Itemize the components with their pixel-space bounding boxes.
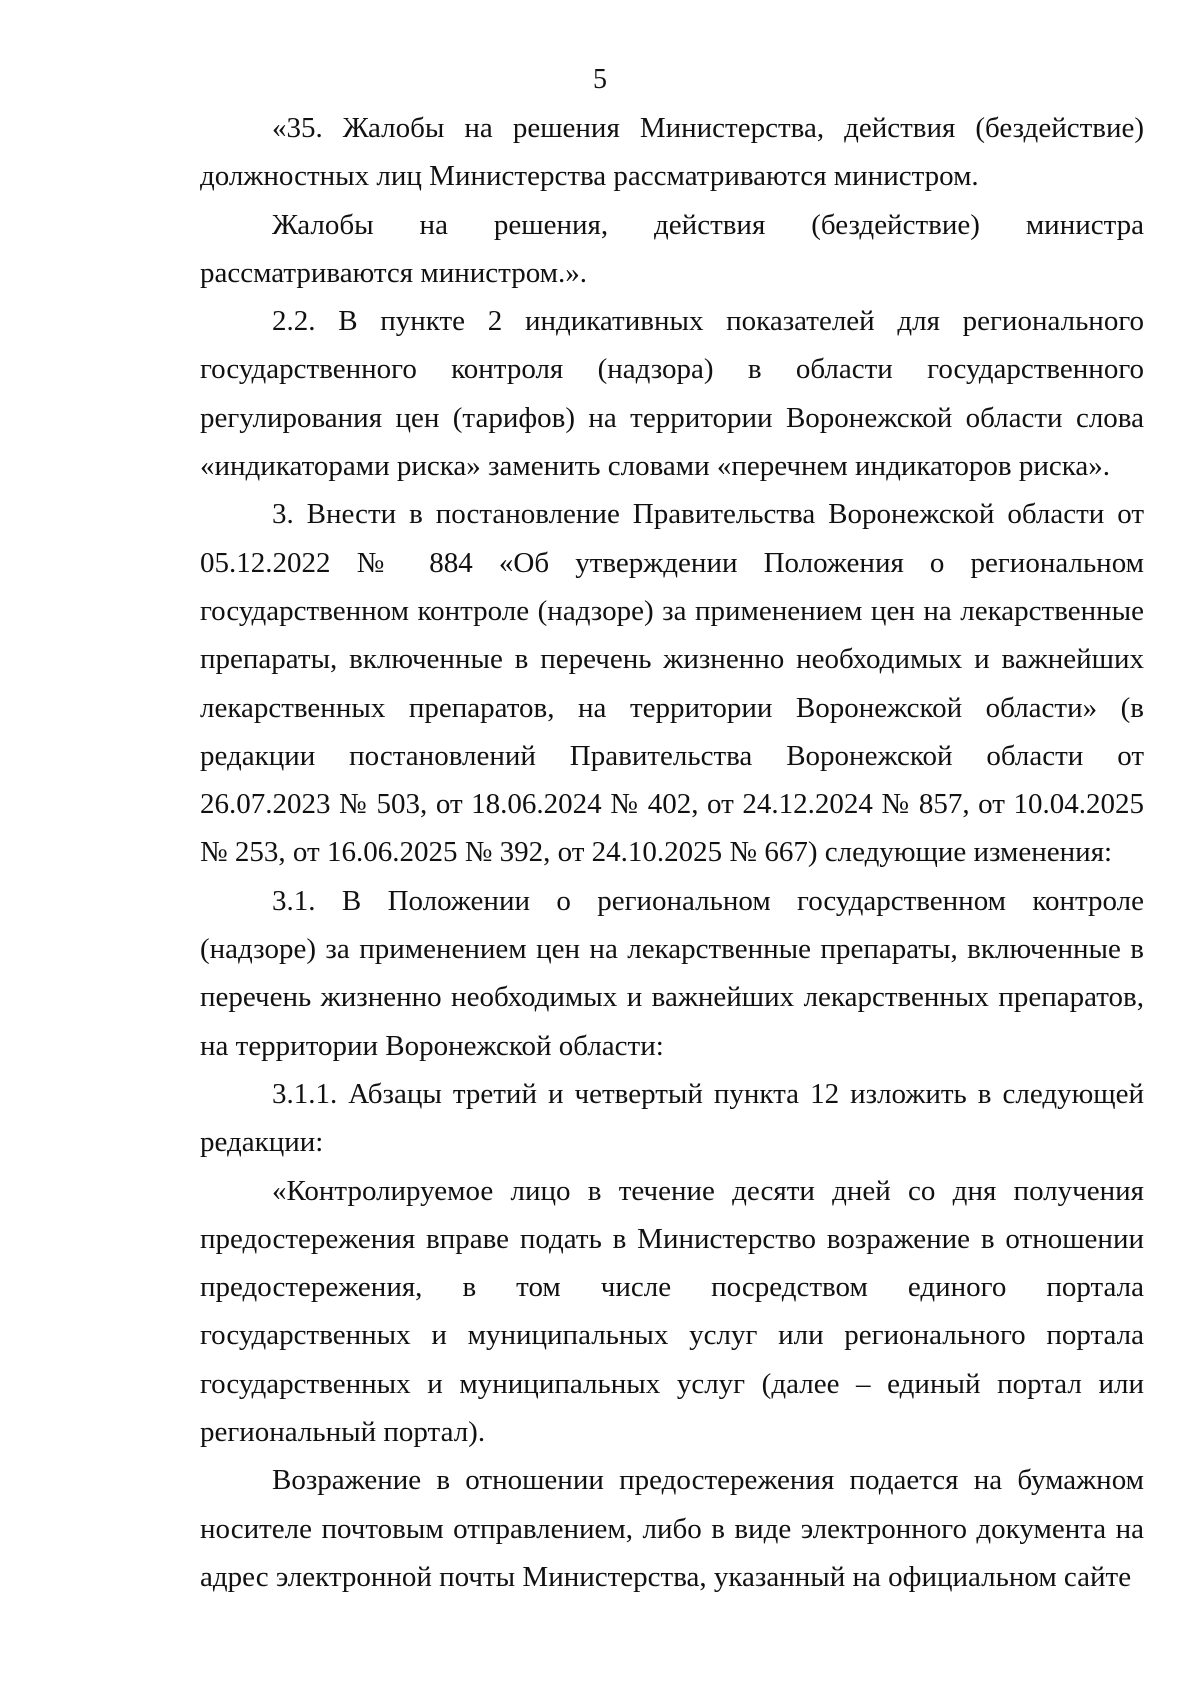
paragraph-quote-controlled-person: «Контролируемое лицо в течение десяти дней со дня получения предостережения вправе подать в Министерство возражение в отношении предостережения, в том числе посредством единого портала государственных и муниципальных услуг или регионального портала государственных и муниципальных услуг (далее – единый портал или региональный портал). xyxy=(200,1174,1144,1449)
paragraph-3-1: 3.1. В Положении о региональном государственном контроле (надзоре) за применением цен на лекарственные препараты, включенные в перечень жизненно необходимых и важнейших лекарственных препаратов, на территории Воронежской области: xyxy=(200,884,1144,1062)
paragraph-3: 3. Внести в постановление Правительства Воронежской области от 05.12.2022 № 884 «Об утверждении Положения о региональном государственном контроле (надзоре) за применением цен на лекарственные препараты, включенные в перечень жизненно необходимых и важнейших лекарственных препаратов, на территории Воронежской области» (в редакции постановлений Правительства Воронежской области от 26.07.2023 № 503, от 18.06.2024 № 402, от 24.12.2024 № 857, от 10.04.2025 № 253, от 16.06.2025 № 392, от 24.10.2025 № 667) следующие изменения: xyxy=(200,498,1144,869)
paragraph-complaints-35: «35. Жалобы на решения Министерства, действия (бездействие) должностных лиц Министерства рассматриваются министром. xyxy=(200,112,1144,193)
page-number: 5 xyxy=(593,64,607,95)
paragraph-2-2: 2.2. В пункте 2 индикативных показателей для регионального государственного контроля (надзора) в области государственного регулирования цен (тарифов) на территории Воронежской области слова «индикаторами риска» заменить словами «перечнем индикаторов риска». xyxy=(200,305,1144,483)
paragraph-3-1-1: 3.1.1. Абзацы третий и четвертый пункта 12 изложить в следующей редакции: xyxy=(200,1077,1144,1159)
document-body xyxy=(200,104,1144,1601)
paragraph-complaints-minister: Жалобы на решения, действия (бездействие) министра рассматриваются министром.». xyxy=(200,208,1144,289)
paragraph-objection-submission: Возражение в отношении предостережения подается на бумажном носителе почтовым отправлением, либо в виде электронного документа на адрес электронной почты Министерства, указанный на официальном сайте xyxy=(200,1464,1144,1593)
